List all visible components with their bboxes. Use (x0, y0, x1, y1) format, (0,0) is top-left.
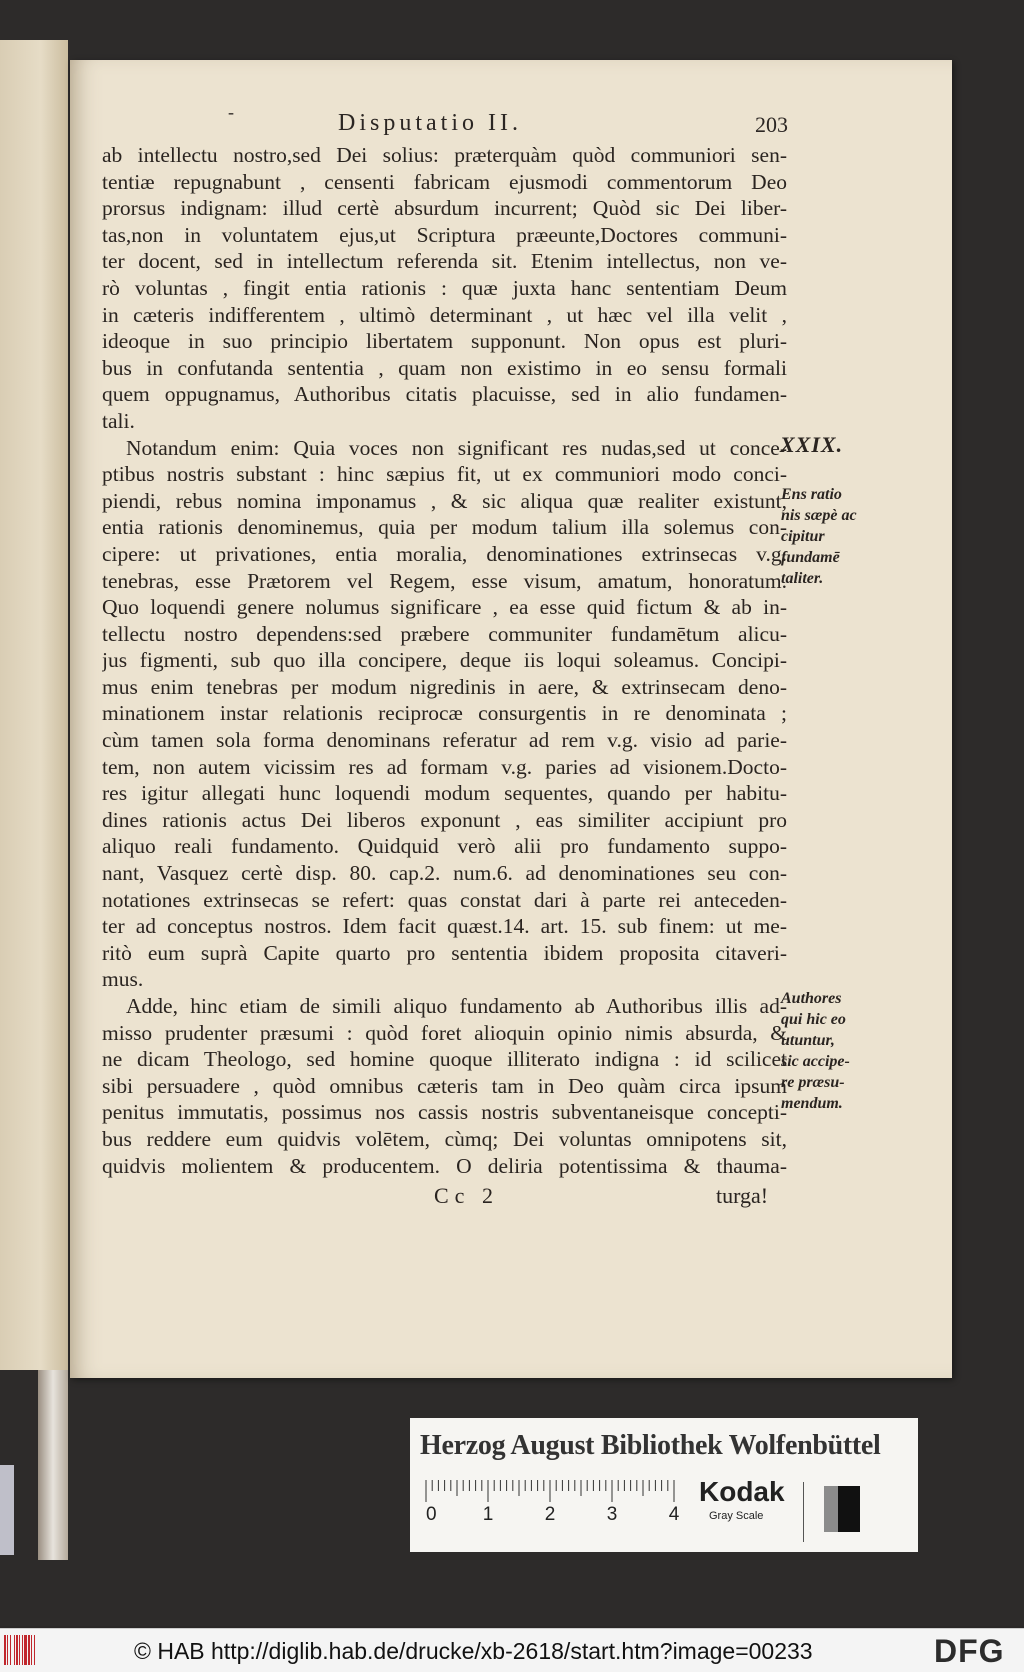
text-line: Quo loquendi genere nolumus significare , ea esse quid fictum & ab in- (102, 595, 787, 620)
running-header (98, 102, 788, 140)
text-line: aliquo reali fundamento. Quidquid verò alii pro fundamento suppo- (102, 834, 787, 859)
barcode-bar (19, 1635, 20, 1665)
text-line: tas,non in voluntatem ejus,ut Scriptura præeunte,Doctores communi- (102, 222, 787, 247)
barcode-bar (28, 1635, 30, 1665)
barcode-bar (4, 1635, 6, 1665)
text-line: sibi persuadere , quòd omnibus cæteris tam in Deo quàm circa ipsum (102, 1073, 787, 1098)
text-line: mus. (102, 967, 144, 992)
margin-note-line: fundamē (781, 549, 840, 566)
barcode-bar (34, 1635, 35, 1665)
text-line: cùm tamen sola forma denominans referatur ad rem v.g. visio ad parie- (102, 728, 787, 753)
header-mark: - (228, 102, 234, 122)
text-line: entia rationis denominemus, quia per modum talium illa solemus con- (102, 515, 787, 540)
barcode-bar (31, 1635, 32, 1665)
text-line: minationem instar relationis reciprocæ consurgentis in re denominata ; (102, 701, 787, 726)
text-line: bus in confutanda sententia , quam non existimo in eo sensu formali (102, 355, 787, 380)
ruler-number: 1 (482, 1504, 494, 1522)
text-line: ter docent, sed in intellectum referenda sit. Etenim intellectus, non ve- (102, 249, 787, 274)
text-line: jus figmenti, sub quo illa concipere, deque iis loqui soleamus. Concipi- (102, 648, 787, 673)
main-text-block (102, 142, 787, 1179)
text-line: tenebras, esse Prætorem vel Regem, esse visum, amatum, honoratum. (102, 568, 787, 593)
signature-mark: Cc 2 (434, 1183, 499, 1208)
section-numeral: XXIX. (780, 432, 844, 457)
footer-bar (0, 1628, 1024, 1672)
margin-note-line: qui hic eo (781, 1011, 846, 1028)
barcode-bar (10, 1635, 11, 1665)
text-line: tali. (102, 408, 135, 433)
text-line: dines rationis actus Dei liberos exponunt , eas similiter accipiunt pro (102, 807, 787, 832)
text-line: Notandum enim: Quia voces non significant res nudas,sed ut conce- (126, 435, 787, 460)
text-line: bus reddere eum quidvis volētem, cùmq; Dei voluntas omnipotens sit, (102, 1126, 787, 1151)
gray-scale-label: Gray Scale (709, 1510, 764, 1522)
text-line: quidvis molientem & producentem. O deliria potentissima & thauma- (102, 1153, 787, 1178)
text-line: prorsus indignam: illud certè absurdum incurrent; Quòd sic Dei liber- (102, 196, 787, 221)
text-line: ritò eum suprà Capite quarto pro sententia ibidem proposita citaveri- (102, 940, 787, 965)
margin-note-line: Authores (781, 990, 842, 1007)
ruler-number: 4 (668, 1504, 680, 1522)
text-line: tem, non autem vicissim res ad formam v.g. paries ad visionem.Docto- (102, 754, 787, 779)
text-line: quem oppugnamus, Authoribus citatis placuisse, sed in alio fundamen- (102, 382, 787, 407)
margin-note-ens-rationis (781, 484, 859, 589)
grey-swatch (824, 1486, 838, 1532)
text-line: ne dicam Theologo, sed homine quoque illiterato indigna : id scilicet (102, 1047, 787, 1072)
margin-note-line: nis sæpè ac (781, 507, 857, 524)
text-line: misso prudenter præsumi : quòd foret alioquin opinio nimis absurda, & (102, 1020, 787, 1045)
catchword: turga! (716, 1183, 769, 1208)
margin-note-line: re præsu- (781, 1074, 845, 1091)
barcode-icon (4, 1635, 46, 1665)
barcode-bar (24, 1635, 27, 1665)
text-line: notationes extrinsecas se refert: quas constat dari à parte rei anteceden- (102, 887, 787, 912)
text-line: Adde, hinc etiam de simili aliquo fundamento ab Authoribus illis ad- (126, 994, 787, 1018)
library-name: Herzog August Bibliothek Wolfenbüttel (420, 1430, 881, 1461)
text-line: res igitur allegati hunc loquendi modum sequentes, quando per habitu- (102, 781, 787, 806)
dfg-logo: DFG (934, 1633, 1005, 1669)
running-title: Disputatio II. (338, 110, 522, 136)
barcode-bar (22, 1635, 23, 1665)
previous-page-edge (0, 40, 68, 1370)
ruler-number: 2 (544, 1504, 556, 1522)
text-line: ptibus nostris substant : hinc sæpius fit, ut ex communiori modo conci- (102, 462, 787, 487)
text-line: tentiæ repugnabunt , censenti fabricam ejusmodi commentorum Deo (102, 169, 787, 194)
margin-note-line: sic accipe- (781, 1053, 850, 1070)
black-swatch (838, 1486, 860, 1532)
text-line: in cæteris indifferentem , ultimò determinant , ut hæc vel illa velit , (102, 302, 787, 327)
margin-note-authores (781, 988, 859, 1114)
text-line: ab intellectu nostro,sed Dei solius: præterquàm quòd communiori sen- (102, 143, 787, 167)
margin-note-line: cipitur (781, 528, 825, 545)
text-line: penitus immutatis, possimus nos cassis nostris subventaneisque concepti- (102, 1100, 787, 1125)
margin-note-line: taliter. (781, 570, 824, 587)
text-line: piendi, rebus nomina imponamus , & sic aliqua quæ realiter existunt, (102, 488, 787, 513)
margin-note-line: utuntur, (781, 1032, 835, 1049)
text-line: cipere: ut privationes, entia moralia, denominationes extrinsecas v.g. (102, 541, 787, 566)
margin-note-line: Ens ratio (781, 486, 842, 503)
ruler-scale (422, 1478, 680, 1522)
margin-note-line: mendum. (781, 1095, 843, 1112)
page-curl (38, 1370, 68, 1560)
text-line: tellectu nostro dependens:sed præbere communiter fundamētum alicu- (102, 621, 787, 646)
text-line: ideoque in suo principio libertatem supponunt. Non opus est pluri- (102, 329, 787, 354)
barcode-bar (16, 1635, 18, 1665)
kodak-logo: Kodak (699, 1476, 785, 1507)
barcode-bar (14, 1635, 15, 1665)
ruler-number: 0 (426, 1504, 437, 1522)
copyright-link[interactable]: © HAB http://diglib.hab.de/drucke/xb-2618/start.htm?image=00233 (134, 1638, 813, 1664)
ruler-number: 3 (606, 1504, 618, 1522)
card-divider (803, 1482, 804, 1542)
text-line: rò voluntas , fingit entia rationis : quæ juxta hanc sententiam Deum (102, 275, 787, 300)
text-line: nant, Vasquez certè disp. 80. cap.2. num.6. ad denominationes seu con- (102, 861, 787, 886)
text-line: ter ad conceptus nostros. Idem facit quæst.14. art. 15. sub finem: ut me- (102, 914, 787, 939)
text-line: mus enim tenebras per modum nigredinis in aere, & extrinsecam deno- (102, 674, 787, 699)
left-edge-strip (0, 1465, 14, 1555)
color-target-card (410, 1418, 918, 1552)
page-number: 203 (755, 112, 788, 137)
barcode-bar (7, 1635, 8, 1665)
